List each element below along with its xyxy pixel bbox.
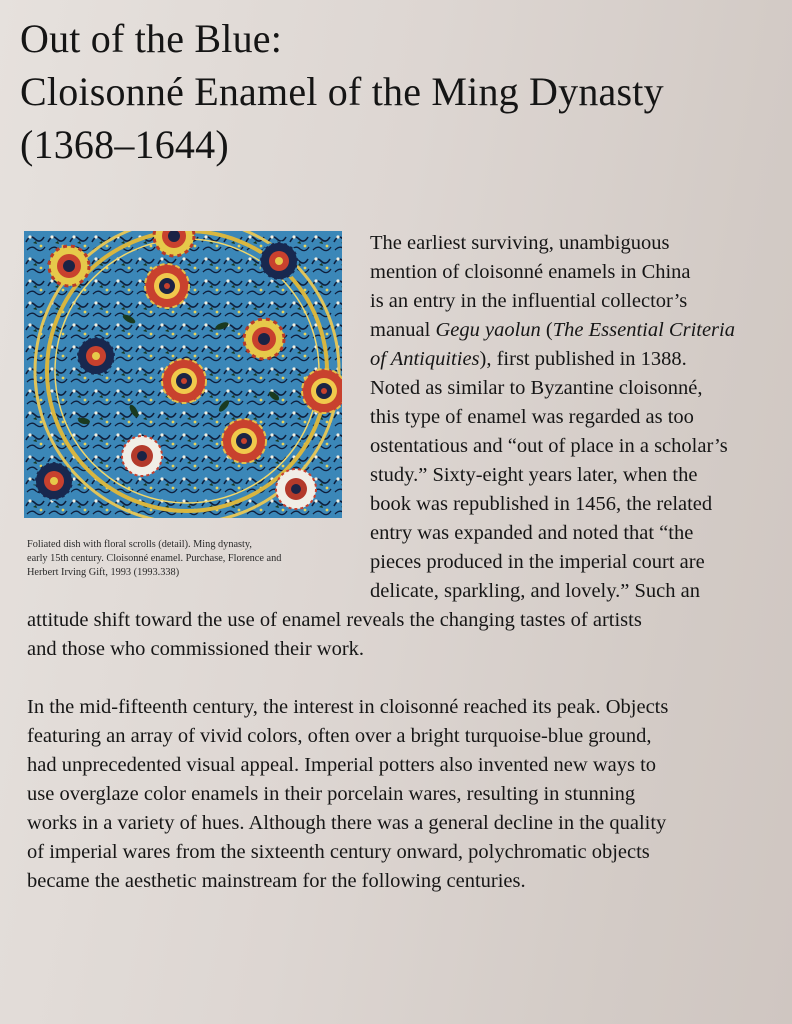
- paragraph-line: In the mid-fifteenth century, the interest in cloisonné reached its peak. Objects: [27, 696, 669, 718]
- paragraph-line: featuring an array of vivid colors, often over a bright turquoise-blue ground,: [27, 725, 652, 747]
- paragraph-line: [370, 319, 735, 342]
- caption-line: early 15th century. Cloisonné enamel. Purchase, Florence and: [27, 553, 282, 564]
- book-title-english-cont: of Antiquities: [370, 348, 480, 370]
- title-line-3: (1368–1644): [20, 122, 229, 167]
- caption-line: Herbert Irving Gift, 1993 (1993.338): [27, 567, 180, 578]
- paragraph-line: this type of enamel was regarded as too: [370, 406, 694, 428]
- text-run: ), first published in 1388.: [479, 348, 687, 370]
- paragraph-line: pieces produced in the imperial court are: [370, 551, 705, 573]
- paragraph-line: The earliest surviving, unambiguous: [370, 232, 670, 254]
- paragraph-line: delicate, sparkling, and lovely.” Such an: [370, 580, 700, 602]
- caption-line: Foliated dish with floral scrolls (detail). Ming dynasty,: [27, 539, 252, 550]
- text-run: (: [540, 319, 553, 341]
- paragraph-line: mention of cloisonné enamels in China: [370, 261, 691, 283]
- title-line-1: Out of the Blue:: [20, 16, 283, 61]
- paragraph-line: [370, 348, 687, 371]
- paragraph-line: entry was expanded and noted that “the: [370, 522, 694, 544]
- paragraph-line: study.” Sixty-eight years later, when the: [370, 464, 698, 486]
- paragraph-line: had unprecedented visual appeal. Imperial potters also invented new ways to: [27, 754, 657, 776]
- paragraph-line: book was republished in 1456, the related: [370, 493, 713, 515]
- paragraph-line: Noted as similar to Byzantine cloisonné,: [370, 377, 703, 399]
- cloisonne-dish-image: [24, 231, 342, 518]
- title-line-2: Cloisonné Enamel of the Ming Dynasty: [20, 69, 664, 114]
- book-title-chinese: Gegu yaolun: [435, 319, 541, 341]
- image-caption: [27, 538, 337, 580]
- paragraph-line: works in a variety of hues. Although there was a general decline in the quality: [27, 812, 667, 834]
- paragraph-line: and those who commissioned their work.: [27, 638, 365, 660]
- paragraph-line: use overglaze color enamels in their porcelain wares, resulting in stunning: [27, 783, 636, 805]
- paragraph-line: became the aesthetic mainstream for the following centuries.: [27, 870, 526, 892]
- paragraph-line: ostentatious and “out of place in a scholar’s: [370, 435, 728, 457]
- book-title-english: The Essential Criteria: [552, 319, 735, 341]
- text-run: manual: [370, 319, 436, 341]
- exhibit-title: [20, 12, 790, 171]
- paragraph-line: attitude shift toward the use of enamel reveals the changing tastes of artists: [27, 609, 642, 631]
- paragraph-line: of imperial wares from the sixteenth century onward, polychromatic objects: [27, 841, 650, 863]
- paragraph-line: is an entry in the influential collector’s: [370, 290, 688, 312]
